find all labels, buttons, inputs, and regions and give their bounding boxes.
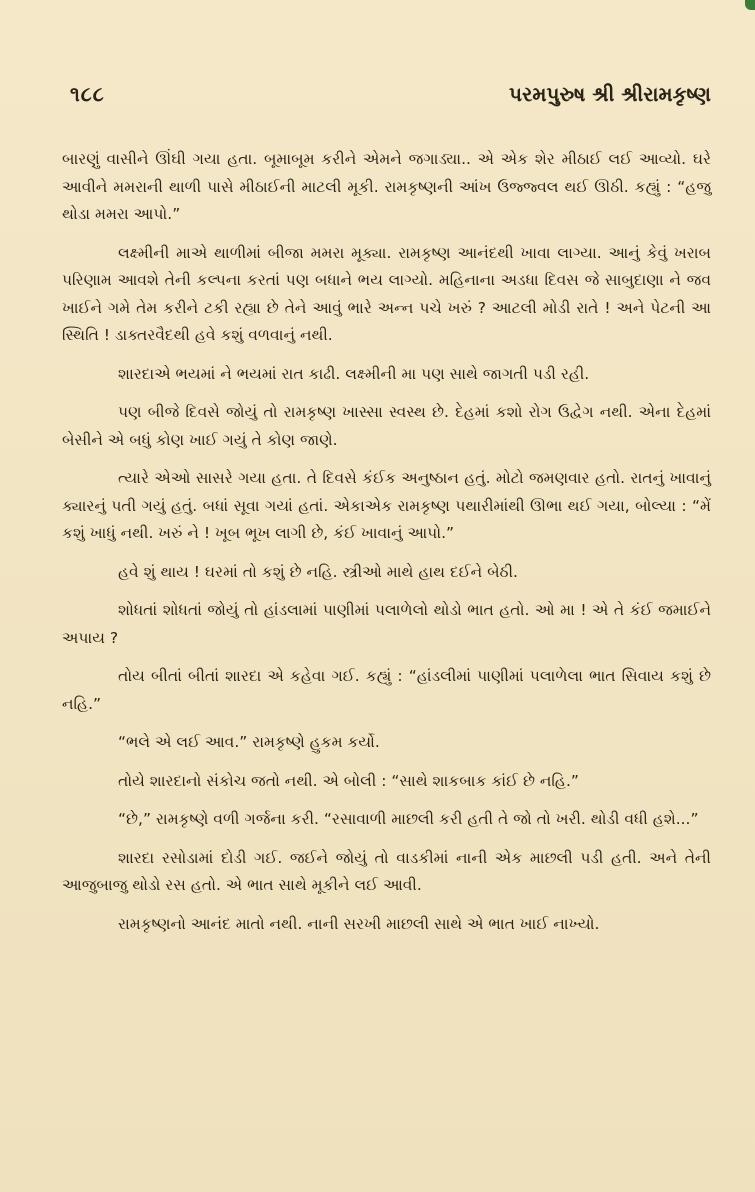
paragraph: ત્યારે એઓ સાસરે ગયા હતા. તે દિવસે કંઈક અનુષ્ઠાન હતું. મોટો જમણવાર હતો. રાતનું ખાવાનું ક્યારનું પતી ગયું હતું. બધાં સૂવા ગયાં હતાં. એકાએક રામકૃષ્ણ પથારીમાંથી ઊભા થઈ ગયા, બોલ્યા : “મેં કશું ખાધું નથી. ખરું ને ! ખૂબ ભૂખ લાગી છે, કંઈ ખાવાનું આપો.” — [62, 469, 711, 542]
paragraph: બારણું વાસીને ઊંઘી ગયા હતા. બૂમાબૂમ કરીને એમને જગાડ્યા.. એ એક શેર મીઠાઈ લઈ આવ્યો. ઘરે આવીને મમરાની થાળી પાસે મીઠાઈની માટલી મૂકી. રામકૃષ્ણની આંખ ઉજ્જ્વલ થઈ ઊઠી. કહ્યું : “હજુ થોડા મમરા આપો.” — [62, 150, 711, 223]
paragraph: “છે,” રામકૃષ્ણે વળી ગર્જના કરી. “રસાવાળી માછલી કરી હતી તે જો તો ખરી. થોડી વધી હશે...” — [118, 810, 699, 828]
paragraph: રામકૃષ્ણનો આનંદ માતો નથી. નાની સરખી માછલી સાથે એ ભાત ખાઈ નાખ્યો. — [118, 914, 600, 933]
paragraph: હવે શું થાય ! ઘરમાં તો કશું છે નહિ. સ્ત્રીઓ માથે હાથ દઈને બેઠી. — [118, 562, 518, 581]
running-title: પરમપુરુષ શ્રી શ્રીરામકૃષ્ણ — [509, 82, 711, 106]
paragraph: પણ બીજે દિવસે જોયું તો રામકૃષ્ણ ખાસ્સા સ્વસ્થ છે. દેહમાં કશો રોગ ઉદ્વેગ નથી. એના દેહમાં બેસીને એ બધું કોણ ખાઈ ગયું તે કોણ જાણે. — [62, 403, 711, 449]
page-header — [70, 82, 711, 106]
paragraph: શારદા રસોડામાં દોડી ગઈ. જઈને જોયું તો વાડકીમાં નાની એક માછલી પડી હતી. અને તેની આજુબાજુ થોડો રસ હતો. એ ભાત સાથે મૂકીને લઈ આવી. — [62, 848, 711, 894]
paragraph: તોયે શારદાનો સંકોચ જતો નથી. એ બોલી : “સાથે શાકબાક કાંઈ છે નહિ.” — [118, 771, 579, 790]
paragraph: તોય બીતાં બીતાં શારદા એ કહેવા ગઈ. કહ્યું : “હાંડલીમાં પાણીમાં પલાળેલા ભાત સિવાય કશું છે નહિ.” — [62, 667, 711, 713]
corner-mark — [745, 0, 755, 10]
paragraph: “ભલે એ લઈ આવ.” રામકૃષ્ણે હુકમ કર્યો. — [118, 733, 380, 751]
page-number: ૧૮૮ — [70, 82, 105, 106]
paragraph: શારદાએ ભયમાં ને ભયમાં રાત કાઢી. લક્ષ્મીની મા પણ સાથે જાગતી પડી રહી. — [118, 364, 590, 383]
paragraph: શોધતાં શોધતાં જોયું તો હાંડલામાં પાણીમાં પલાળેલો થોડો ભાત હતો. ઓ મા ! એ તે કંઈ જમાઈને અપાય ? — [62, 601, 711, 647]
page-body — [62, 146, 711, 949]
paragraph: લક્ષ્મીની માએ થાળીમાં બીજા મમરા મૂક્યા. રામકૃષ્ણ આનંદથી ખાવા લાગ્યા. આનું કેવું ખરાબ પરિણામ આવશે તેની કલ્પના કરતાં પણ બધાને ભય લાગ્યો. મહિનાના અડધા દિવસ જે સાબુદાણા ને જવ ખાઈને ગમે તેમ કરીને ટકી રહ્યા છે તેને આવું ભારે અન્ન પચે ખરું ? આટલી મોડી રાતે ! અને પેટની આ સ્થિતિ ! ડાક્તરવૈદથી હવે કશું વળવાનું નથી. — [62, 243, 711, 344]
